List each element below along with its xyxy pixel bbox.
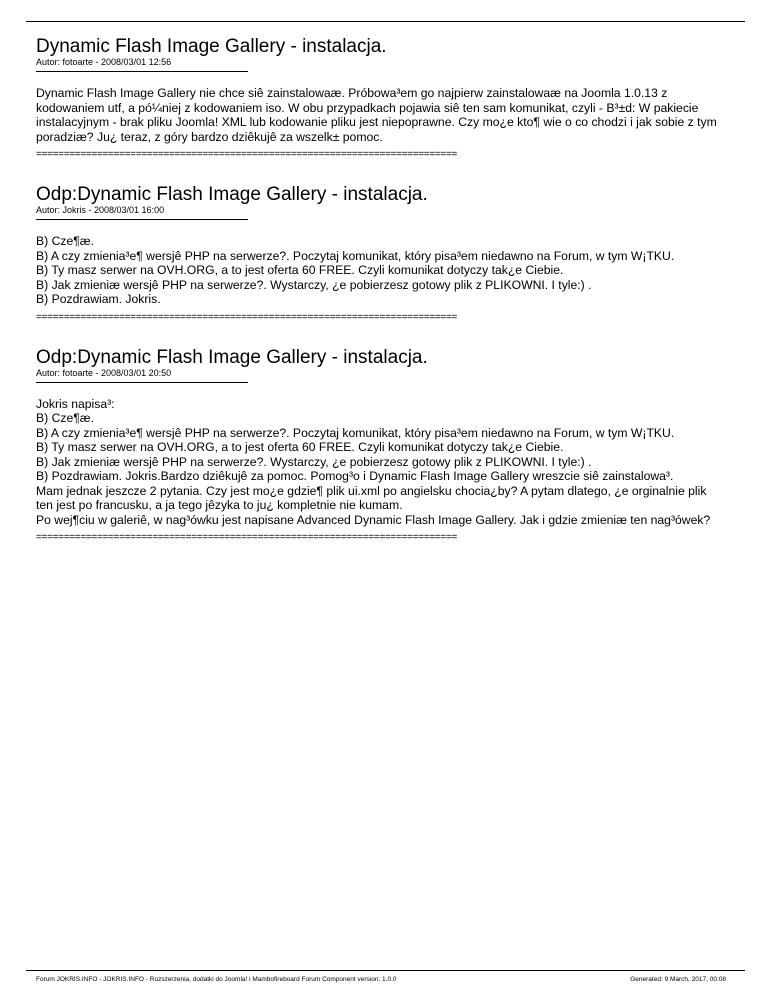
post-author-meta: Autor: fotoarte - 2008/03/01 20:50 (36, 367, 172, 378)
post-title: Dynamic Flash Image Gallery - instalacja. (36, 36, 387, 57)
post-line: B) Pozdrawiam. Jokris.Bardzo dziêkujê za pomoc. Pomog³o i Dynamic Flash Image Gallery wreszcie siê zainstalowa³. (36, 469, 674, 483)
post-line: Dynamic Flash Image Gallery nie chce siê zainstalowaæ. Próbowa³em go najpierw zainstalowaæ na Joomla 1.0.13 z kodowaniem utf, a pó¼niej z kodowaniem iso. W obu przypadkach pojawia siê ten sam komunikat, czyli - B³±d: W pakiecie instalacyjnym - brak pliku Joomla! XML lub kodowanie pliku jest niepoprawne. Czy mo¿e kto¶ wie o co chodzi i jak sobie z tym poradziæ? Ju¿ teraz, z góry bardzo dziêkujê za wszelk± pomoc. (36, 86, 717, 144)
post-separator: ============================================================================ (36, 150, 458, 160)
post-body (36, 234, 726, 307)
post-line: B) Ty masz serwer na OVH.ORG, a to jest oferta 60 FREE. Czyli komunikat dotyczy tak¿e Ciebie. (36, 263, 564, 277)
post (36, 36, 726, 160)
post-line: Jokris napisa³: (36, 396, 115, 411)
post-line: B) Cze¶æ. (36, 234, 95, 248)
footer-forum-info: Forum JOKRIS.INFO - JOKRIS.INFO - Rozszerzenia, dodatki do Joomla! i Mambofireboard Forum Component version: 1.0.0 (36, 976, 397, 983)
page-top-rule (26, 21, 745, 22)
meta-divider (36, 219, 248, 220)
footer-generated-date: Generated: 9 March, 2017, 00:08 (630, 976, 726, 983)
post-line: Mam jednak jeszcze 2 pytania. Czy jest mo¿e gdzie¶ plik ui.xml po angielsku chocia¿by? A pytam dlatego, ¿e orginalnie plik ten jest po francusku, a ja tego jêzyka to ju¿ kompletnie nie kumam. (36, 483, 707, 512)
meta-divider (36, 382, 248, 383)
post-line: Po wej¶ciu w galeriê, w nag³ówku jest napisane Advanced Dynamic Flash Image Gallery. Jak i gdzie zmieniæ ten nag³ówek? (36, 512, 711, 527)
post-title: Odp:Dynamic Flash Image Gallery - instalacja. (36, 346, 428, 368)
post-line: B) Pozdrawiam. Jokris. (36, 292, 161, 306)
post (36, 184, 726, 323)
post-body (36, 86, 726, 144)
post-line: B) Ty masz serwer na OVH.ORG, a to jest oferta 60 FREE. Czyli komunikat dotyczy tak¿e Ciebie. (36, 440, 564, 454)
post-author-meta: Autor: Jokris - 2008/03/01 16:00 (36, 205, 165, 215)
meta-divider (36, 71, 248, 72)
page-bottom-rule (26, 970, 745, 971)
post-author-meta: Autor: fotoarte - 2008/03/01 12:56 (36, 57, 172, 67)
post-line: B) Jak zmieniæ wersjê PHP na serwerze?. Wystarczy, ¿e pobierzesz gotowy plik z PLIKOWNI. I tyle:) . (36, 454, 592, 469)
post-line: B) Jak zmieniæ wersjê PHP na serwerze?. Wystarczy, ¿e pobierzesz gotowy plik z PLIKOWNI. I tyle:) . (36, 277, 592, 292)
post-line: B) Cze¶æ. (36, 411, 95, 425)
post-separator: ============================================================================ (36, 312, 458, 323)
post-title: Odp:Dynamic Flash Image Gallery - instalacja. (36, 184, 428, 205)
post-list (36, 36, 726, 567)
post-line: B) A czy zmienia³e¶ wersjê PHP na serwerze?. Poczytaj komunikat, który pisa³em niedawno na Forum, w tym W¡TKU. (36, 248, 675, 263)
post-separator: ============================================================================ (36, 533, 458, 543)
post-line: B) A czy zmienia³e¶ wersjê PHP na serwerze?. Poczytaj komunikat, który pisa³em niedawno na Forum, w tym W¡TKU. (36, 425, 675, 440)
post (36, 347, 726, 544)
post-body (36, 397, 726, 528)
